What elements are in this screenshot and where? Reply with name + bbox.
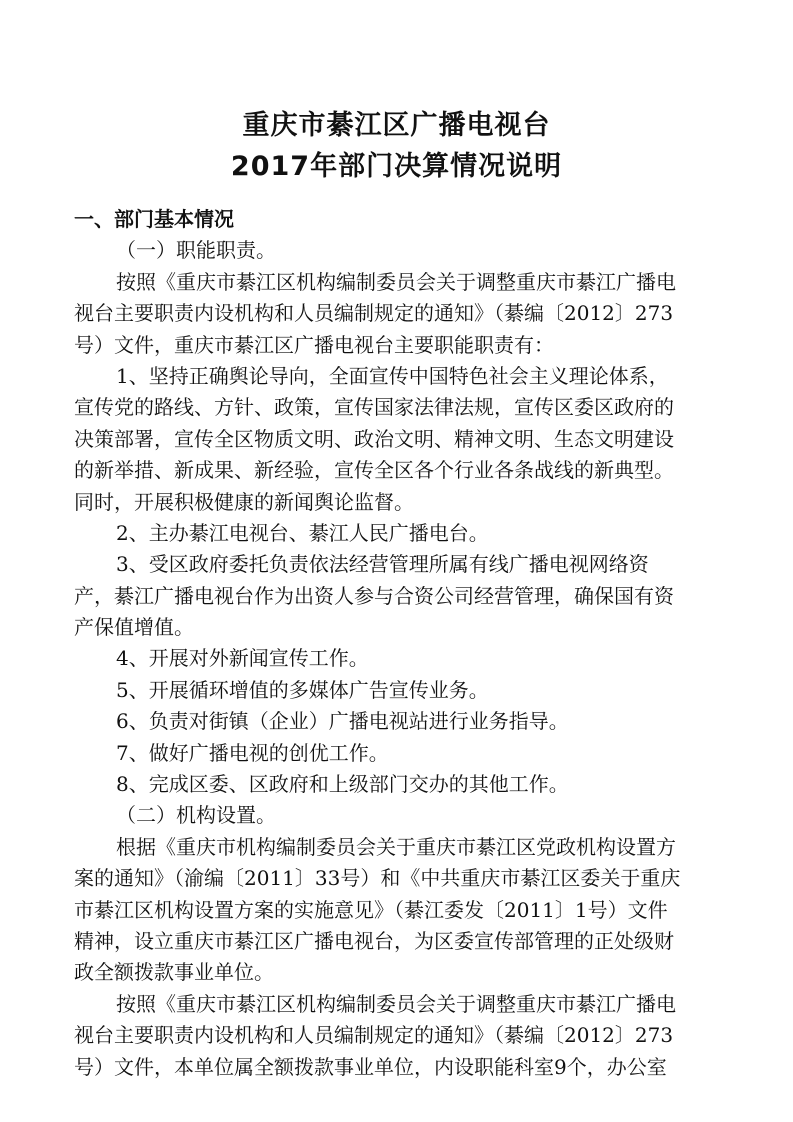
paragraph-line: 同时，开展积极健康的新闻舆论监督。 bbox=[74, 489, 414, 514]
paragraph-line: 产，綦江广播电视台作为出资人参与合资公司经营管理，确保国有资 bbox=[74, 583, 674, 608]
paragraph-line: 4、开展对外新闻宣传工作。 bbox=[116, 646, 369, 671]
document-body bbox=[74, 204, 724, 1083]
paragraph-line: 宣传党的路线、方针、政策，宣传国家法律法规，宣传区委区政府的 bbox=[74, 395, 674, 420]
paragraph-line: 视台主要职责内设机构和人员编制规定的通知》（綦编〔2012〕273 bbox=[74, 301, 674, 326]
subsection-heading: （二）机构设置。 bbox=[116, 803, 276, 828]
paragraph-line: 政全额拨款事业单位。 bbox=[74, 960, 274, 985]
paragraph-line: 根据《重庆市机构编制委员会关于重庆市綦江区党政机构设置方 bbox=[116, 834, 676, 859]
section-heading: 一、部门基本情况 bbox=[74, 207, 234, 231]
paragraph-line: 案的通知》（渝编〔2011〕33号）和《中共重庆市綦江区委关于重庆 bbox=[74, 866, 681, 891]
paragraph-line: 精神，设立重庆市綦江区广播电视台，为区委宣传部管理的正处级财 bbox=[74, 928, 674, 953]
paragraph-line: 号）文件，重庆市綦江区广播电视台主要职能职责有： bbox=[74, 332, 554, 357]
subsection-heading: （一）职能职责。 bbox=[116, 238, 276, 263]
paragraph-line: 号）文件，本单位属全额拨款事业单位，内设职能科室9个，办公室 bbox=[74, 1054, 667, 1079]
paragraph-line: 产保值增值。 bbox=[74, 615, 194, 640]
paragraph-line: 8、完成区委、区政府和上级部门交办的其他工作。 bbox=[116, 772, 569, 797]
document-title-line1: 重庆市綦江区广播电视台 bbox=[242, 110, 551, 141]
paragraph-line: 的新举措、新成果、新经验，宣传全区各个行业各条战线的新典型。 bbox=[74, 458, 674, 483]
paragraph-line: 按照《重庆市綦江区机构编制委员会关于调整重庆市綦江广播电 bbox=[116, 269, 676, 294]
paragraph-line: 7、做好广播电视的创优工作。 bbox=[116, 740, 389, 765]
paragraph-line: 3、受区政府委托负责依法经营管理所属有线广播电视网络资 bbox=[116, 552, 649, 577]
paragraph-line: 视台主要职责内设机构和人员编制规定的通知》（綦编〔2012〕273 bbox=[74, 1023, 674, 1048]
paragraph-line: 6、负责对街镇（企业）广播电视站进行业务指导。 bbox=[116, 709, 569, 734]
paragraph-line: 1、坚持正确舆论导向，全面宣传中国特色社会主义理论体系， bbox=[116, 363, 669, 388]
paragraph-line: 2、主办綦江电视台、綦江人民广播电台。 bbox=[116, 520, 489, 545]
paragraph-line: 决策部署，宣传全区物质文明、政治文明、精神文明、生态文明建设 bbox=[74, 426, 674, 451]
paragraph-line: 市綦江区机构设置方案的实施意见》（綦江委发〔2011〕1号）文件 bbox=[74, 897, 668, 922]
document-title-line2: 2017年部门决算情况说明 bbox=[230, 151, 563, 182]
paragraph-line: 5、开展循环增值的多媒体广告宣传业务。 bbox=[116, 677, 489, 702]
paragraph-line: 按照《重庆市綦江区机构编制委员会关于调整重庆市綦江广播电 bbox=[116, 991, 676, 1016]
